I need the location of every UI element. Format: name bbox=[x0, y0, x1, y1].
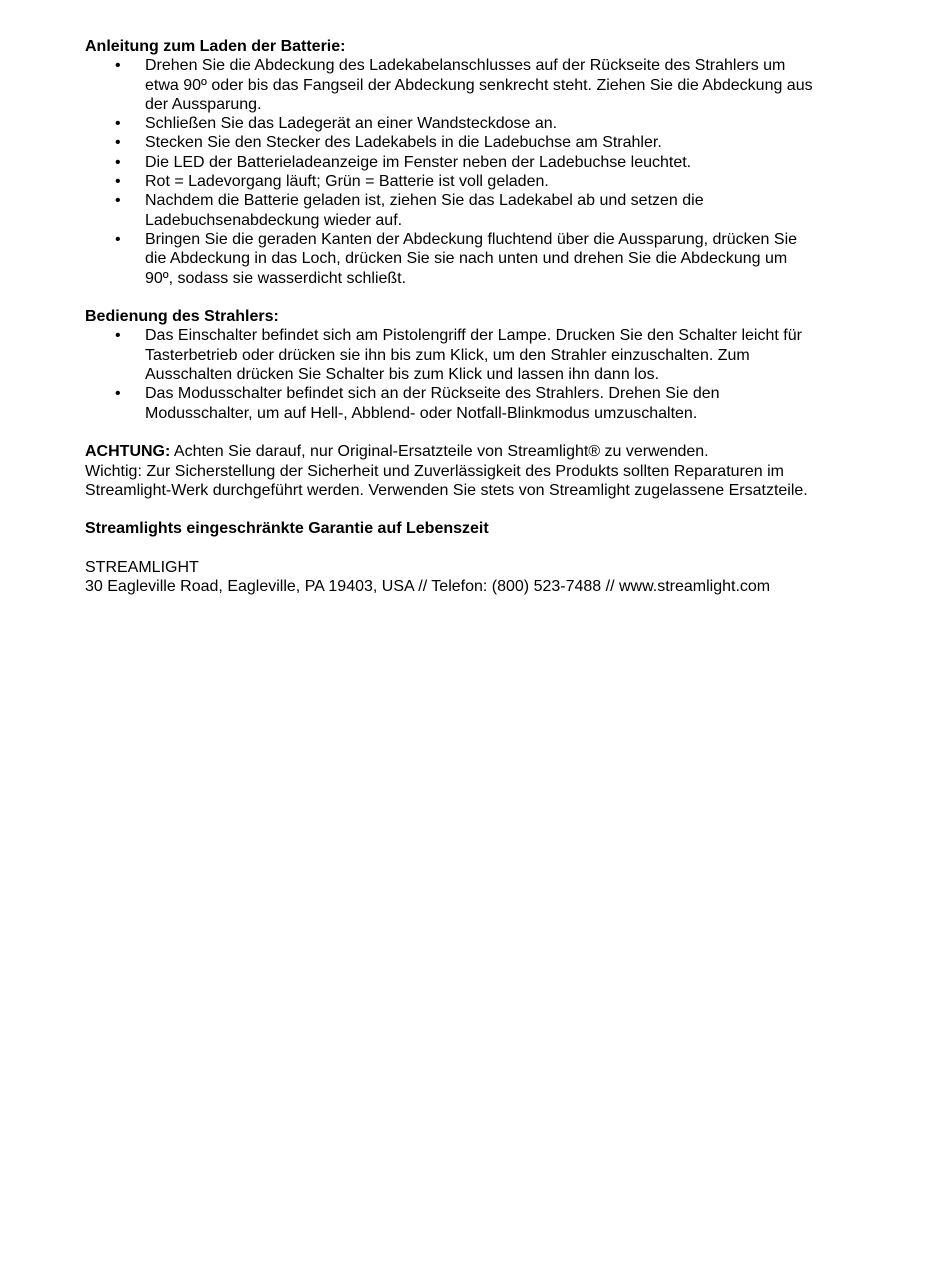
list-item-text: Das Einschalter befindet sich am Pistolengriff der Lampe. Drucken Sie den Schalter leicht für Tasterbetrieb oder drücken sie ihn bis zum Klick, um den Strahler einzuschalten. Zum Ausschalten drücken Sie Schalter bis zum Klick und lassen ihn dann los. bbox=[145, 327, 802, 384]
list-item-text: Bringen Sie die geraden Kanten der Abdeckung fluchtend über die Aussparung, drücken Sie die Abdeckung in das Loch, drücken Sie sie nach unten und drehen Sie die Abdeckung um 90º, sodass sie wasserdicht schließt. bbox=[145, 230, 798, 287]
list-item bbox=[85, 326, 815, 384]
warranty-heading: Streamlights eingeschränkte Garantie auf Lebenszeit bbox=[85, 520, 489, 538]
list-item bbox=[85, 191, 815, 230]
operation-heading: Bedienung des Strahlers: bbox=[85, 308, 279, 326]
bullet-icon: • bbox=[115, 327, 121, 345]
charging-heading: Anleitung zum Laden der Batterie: bbox=[85, 38, 346, 55]
operation-list bbox=[85, 326, 815, 422]
spacer bbox=[85, 539, 815, 558]
company-name: STREAMLIGHT bbox=[85, 559, 199, 577]
list-item bbox=[85, 230, 815, 288]
spacer bbox=[85, 500, 815, 519]
list-item bbox=[85, 384, 815, 423]
bullet-icon: • bbox=[115, 173, 121, 191]
important-paragraph: Wichtig: Zur Sicherstellung der Sicherheit und Zuverlässigkeit des Produkts sollten Reparaturen im Streamlight-Werk durchgeführt werden. Verwenden Sie stets von Streamlight zugelassene Ersatzteile. bbox=[85, 462, 808, 499]
bullet-icon: • bbox=[115, 385, 121, 403]
bullet-icon: • bbox=[115, 57, 121, 75]
spacer bbox=[85, 288, 815, 307]
list-item-text: Nachdem die Batterie geladen ist, ziehen Sie das Ladekabel ab und setzen die Ladebuchsenabdeckung wieder auf. bbox=[145, 192, 704, 229]
list-item-text: Schließen Sie das Ladegerät an einer Wandsteckdose an. bbox=[145, 115, 558, 133]
list-item bbox=[85, 114, 815, 133]
bullet-icon: • bbox=[115, 192, 121, 210]
warning-text: Achten Sie darauf, nur Original-Ersatzteile von Streamlight® zu verwenden. bbox=[170, 443, 709, 461]
list-item-text: Das Modusschalter befindet sich an der Rückseite des Strahlers. Drehen Sie den Modusschalter, um auf Hell-, Abblend- oder Notfall-Blinkmodus umzuschalten. bbox=[145, 385, 720, 422]
spacer bbox=[85, 423, 815, 442]
document-page bbox=[85, 37, 815, 597]
list-item-text: Rot = Ladevorgang läuft; Grün = Batterie ist voll geladen. bbox=[145, 173, 549, 191]
charging-list bbox=[85, 56, 815, 288]
list-item-text: Drehen Sie die Abdeckung des Ladekabelanschlusses auf der Rückseite des Strahlers um etwa 90º oder bis das Fangseil der Abdeckung senkrecht steht. Ziehen Sie die Abdeckung aus der Aussparung. bbox=[145, 57, 813, 113]
warning-paragraph bbox=[85, 442, 815, 461]
list-item bbox=[85, 133, 815, 152]
list-item bbox=[85, 153, 815, 172]
bullet-icon: • bbox=[115, 134, 121, 152]
list-item-text: Die LED der Batterieladeanzeige im Fenster neben der Ladebuchse leuchtet. bbox=[145, 153, 692, 171]
list-item bbox=[85, 56, 815, 114]
bullet-icon: • bbox=[115, 153, 121, 171]
warning-label: ACHTUNG: bbox=[85, 443, 171, 461]
list-item bbox=[85, 172, 815, 191]
bullet-icon: • bbox=[115, 115, 121, 133]
company-address: 30 Eagleville Road, Eagleville, PA 19403, USA // Telefon: (800) 523-7488 // www.streamlight.com bbox=[85, 578, 771, 596]
list-item-text: Stecken Sie den Stecker des Ladekabels in die Ladebuchse am Strahler. bbox=[145, 134, 662, 152]
bullet-icon: • bbox=[115, 230, 121, 248]
